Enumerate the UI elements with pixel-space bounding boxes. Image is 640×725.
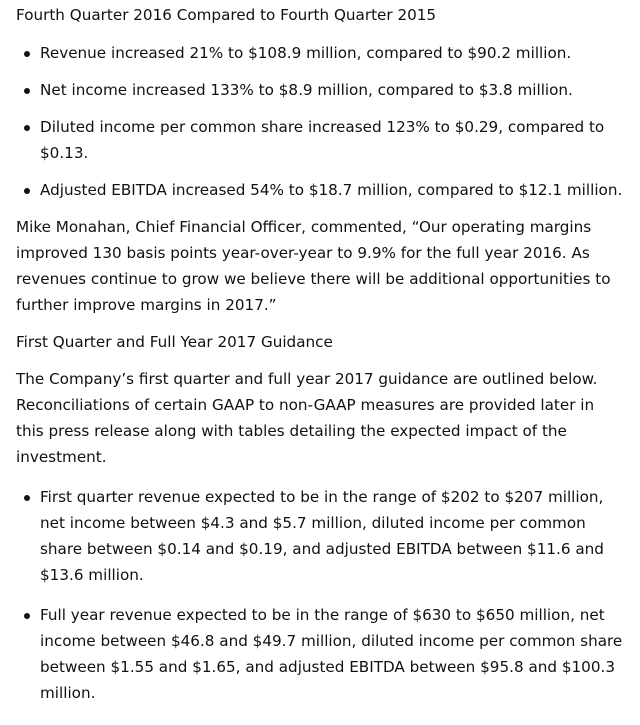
cfo-quote-paragraph: Mike Monahan, Chief Financial Officer, commented, “Our operating margins improved 130 basis points year-over-year to 9.9% for the full year 2016. As revenues continue to grow we believe there will be additional opportunities to further improve margins in 2017.” <box>16 218 611 314</box>
list-item-adjusted-ebitda: Adjusted EBITDA increased 54% to $18.7 million, compared to $12.1 million. <box>16 177 624 203</box>
list-item-diluted-eps: Diluted income per common share increased 123% to $0.29, compared to $0.13. <box>16 114 624 166</box>
list-item-full-year-guidance: Full year revenue expected to be in the range of $630 to $650 million, net income between $46.8 and $49.7 million, diluted income per common share between $1.55 and $1.65, and adjusted EBITDA between $95.8 and $100.3 million. <box>16 602 624 706</box>
guidance-list <box>16 484 624 706</box>
list-item-net-income: Net income increased 133% to $8.9 million, compared to $3.8 million. <box>16 77 624 103</box>
guidance-intro-paragraph: The Company’s first quarter and full year 2017 guidance are outlined below. Reconciliations of certain GAAP to non-GAAP measures are provided later in this press release along with tables detailing the expected impact of the investment. <box>16 370 598 466</box>
q4-results-list <box>16 40 624 203</box>
list-item-q1-guidance: First quarter revenue expected to be in the range of $202 to $207 million, net income between $4.3 and $5.7 million, diluted income per common share between $0.14 and $0.19, and adjusted EBITDA between $11.6 and $13.6 million. <box>16 484 624 588</box>
q4-heading: Fourth Quarter 2016 Compared to Fourth Quarter 2015 <box>16 6 437 24</box>
guidance-heading: First Quarter and Full Year 2017 Guidance <box>16 333 333 351</box>
list-item-revenue: Revenue increased 21% to $108.9 million, compared to $90.2 million. <box>16 40 624 66</box>
